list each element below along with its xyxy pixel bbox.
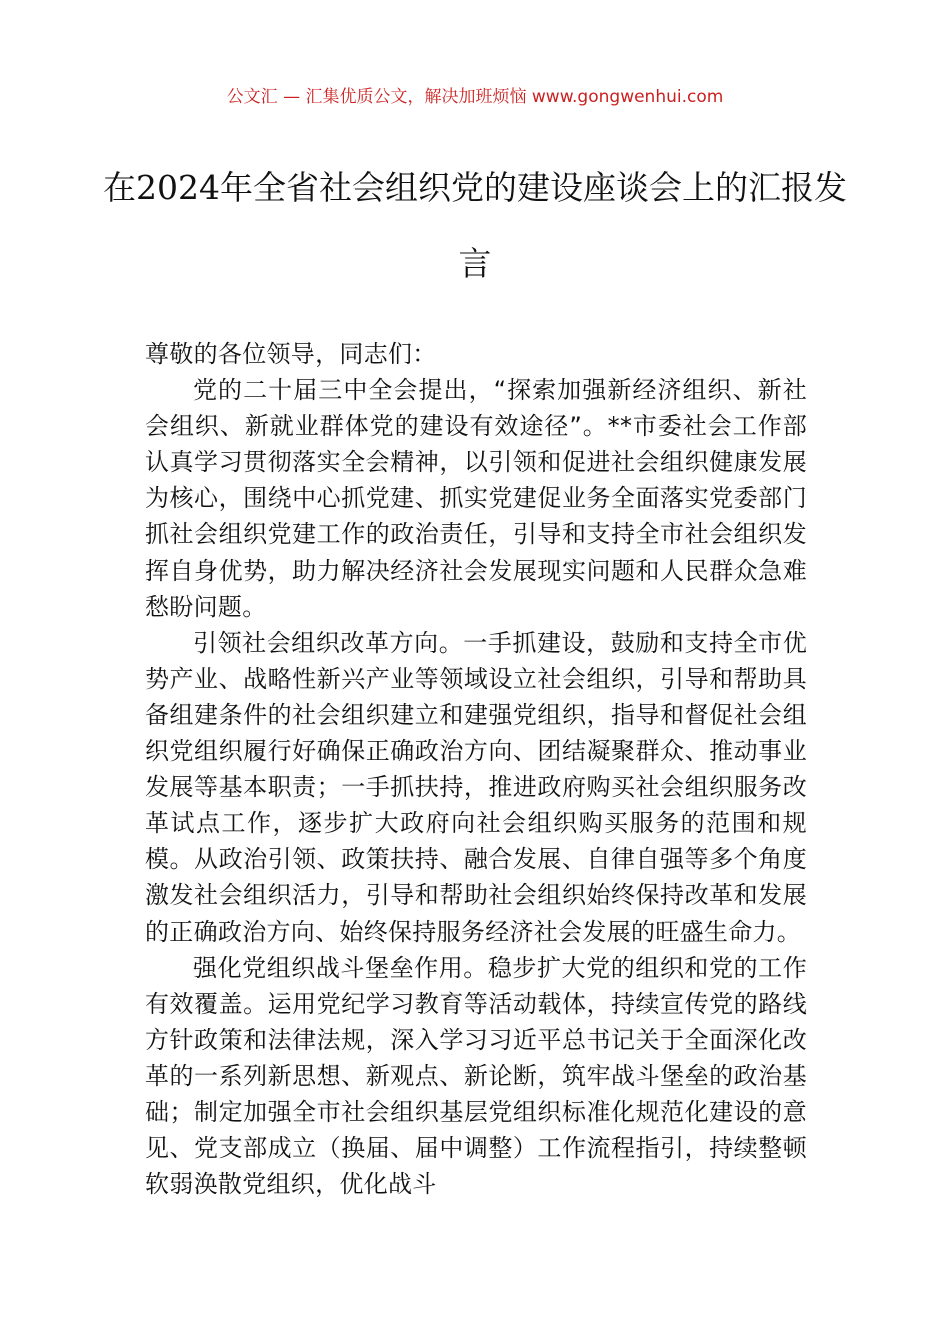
paragraph-1: 党的二十届三中全会提出，“探索加强新经济组织、新社会组织、新就业群体党的建设有效途径”。**市委社会工作部认真学习贯彻落实全会精神，以引领和促进社会组织健康发展为核心，围绕中心抓党建、抓实党建促业务全面落实党委部门抓社会组织党建工作的政治责任，引导和支持全市社会组织发挥自身优势，助力解决经济社会发展现实问题和人民群众急难愁盼问题。 — [145, 376, 807, 621]
document-title: 在2024年全省社会组织党的建设座谈会上的汇报发言 — [103, 168, 847, 283]
salutation: 尊敬的各位领导，同志们： — [145, 340, 437, 368]
paragraph-3: 强化党组织战斗堡垒作用。稳步扩大党的组织和党的工作有效覆盖。运用党纪学习教育等活动载体，持续宣传党的路线方针政策和法律法规，深入学习习近平总书记关于全面深化改革的一系列新思想、新观点、新论断，筑牢战斗堡垒的政治基础；制定加强全市社会组织基层党组织标准化规范化建设的意见、党支部成立（换届、届中调整）工作流程指引，持续整顿软弱涣散党组织，优化战斗 — [145, 953, 807, 1199]
document-body — [145, 336, 807, 1202]
paragraph-2: 引领社会组织改革方向。一手抓建设，鼓励和支持全市优势产业、战略性新兴产业等领域设立社会组织，引导和帮助具备组建条件的社会组织建立和建强党组织，指导和督促社会组织党组织履行好确保正确政治方向、团结凝聚群众、推动事业发展等基本职责；一手抓扶持，推进政府购买社会组织服务改革试点工作，逐步扩大政府向社会组织购买服务的范围和规模。从政治引领、政策扶持、融合发展、自律自强等多个角度激发社会组织活力，引导和帮助社会组织始终保持改革和发展的正确政治方向、始终保持服务经济社会发展的旺盛生命力。 — [145, 628, 807, 946]
header-watermark[interactable]: 公文汇 — 汇集优质公文，解决加班烦恼 www.gongwenhui.com — [226, 87, 724, 107]
